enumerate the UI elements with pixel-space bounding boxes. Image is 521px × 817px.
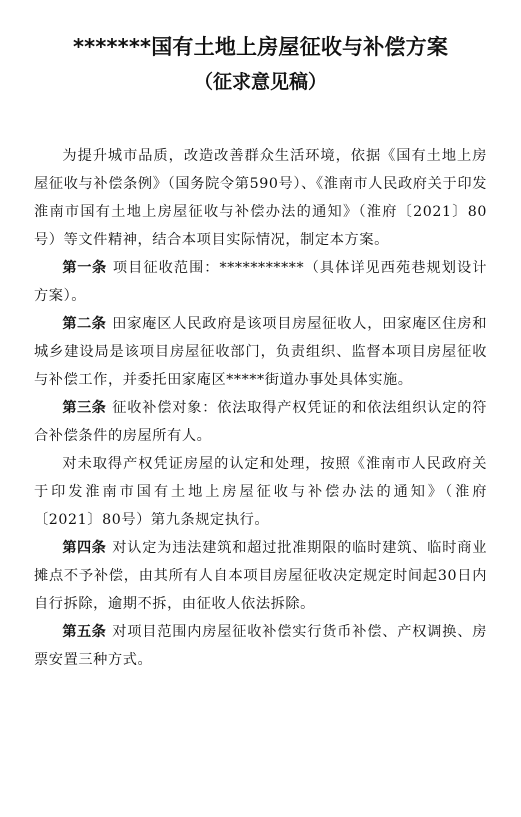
document-subtitle: （征求意见稿） [193,71,327,93]
article-3-label: 第三条 [62,400,107,416]
article-4 [34,534,487,618]
article-2-text: 田家庵区人民政府是该项目房屋征收人，田家庵区住房和城乡建设局是该项目房屋征收部门，负责组织、监督本项目房屋征收与补偿工作，并委托田家庵区*****街道办事处具体实施。 [34,316,487,388]
document-body [34,142,487,674]
article-5 [34,618,487,674]
document-title: *******国有土地上房屋征收与补偿方案 [72,35,449,59]
article-2-label: 第二条 [62,316,107,332]
article-5-label: 第五条 [62,624,107,640]
intro-paragraph: 为提升城市品质，改造改善群众生活环境，依据《国有土地上房屋征收与补偿条例》（国务院令第590号）、《淮南市人民政府关于印发淮南市国有土地上房屋征收与补偿办法的通知》（淮府〔2021〕80号）等文件精神，结合本项目实际情况，制定本方案。 [34,148,487,248]
article-1-text: 项目征收范围：***********（具体详见西苑巷规划设计方案）。 [34,260,487,304]
article-2 [34,310,487,394]
article-5-text: 对项目范围内房屋征收补偿实行货币补偿、产权调换、房票安置三种方式。 [34,624,487,668]
article-1 [34,254,487,310]
article-1-label: 第一条 [62,260,107,276]
unregistered-property-paragraph: 对未取得产权凭证房屋的认定和处理，按照《淮南市人民政府关于印发淮南市国有土地上房屋征收与补偿办法的通知》（淮府〔2021〕80号）第九条规定执行。 [34,456,487,528]
article-3 [34,394,487,450]
article-4-text: 对认定为违法建筑和超过批准期限的临时建筑、临时商业摊点不予补偿，由其所有人自本项目房屋征收决定规定时间起30日内自行拆除，逾期不拆，由征收人依法拆除。 [34,540,487,612]
article-3-text: 征收补偿对象：依法取得产权凭证的和依法组织认定的符合补偿条件的房屋所有人。 [34,400,487,444]
article-4-label: 第四条 [62,540,107,556]
